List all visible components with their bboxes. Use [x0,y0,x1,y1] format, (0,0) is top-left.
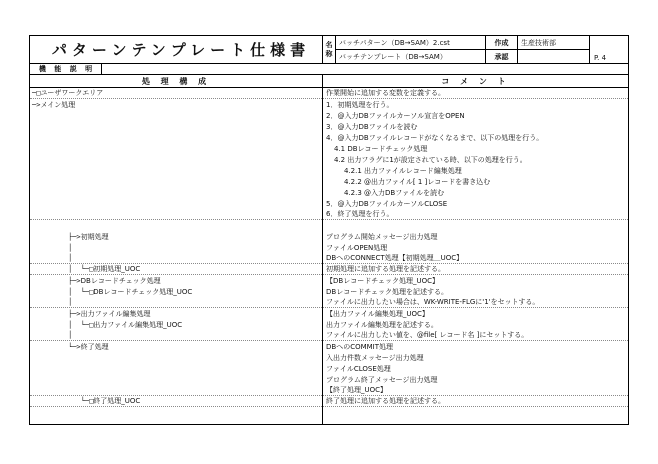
comment-text: 1．初期処理を行う。 [326,100,394,109]
header-meta [323,36,628,63]
comment-row [323,297,628,308]
comment-row [323,374,628,385]
function-description-label: 機 能 説 明 [30,64,102,74]
comment-text: 6．終了処理を行う。 [326,210,394,218]
structure-row [30,88,322,99]
tree-connector: │ [68,254,73,262]
structure-row [30,264,322,275]
comment-row [323,330,628,341]
comment-text: 4.1 DBレコードチェック処理 [334,144,428,153]
comment-row [323,220,628,231]
comment-text: 3．@入力DBファイルを読む [326,122,418,131]
tree-connector: ├─> [68,276,81,285]
column-header-comment: コ メ ン ト [441,76,510,86]
comment-text: 出力ファイル編集処理を記述する。 [326,320,438,329]
column-headers [30,75,628,88]
tree-connector: │ [68,298,73,306]
comment-text: ファイルに出力したい値を、@file[ レコード名 ]にセットする。 [326,331,529,339]
structure-row [30,187,322,198]
comment-text: 4．@入力DBファイルレコードがなくなるまで、以下の処理を行う。 [326,133,544,142]
comment-row [323,352,628,363]
comment-text: プログラム終了メッセージ出力処理 [326,375,438,384]
comment-row [323,187,628,198]
comment-text: 【DBレコードチェック処理_UOC】 [326,276,440,285]
comment-text: 【終了処理_UOC】 [326,386,388,394]
comment-row [323,264,628,275]
comment-row [323,385,628,396]
comment-text: ファイルCLOSE処理 [326,364,391,373]
comment-row [323,88,628,99]
structure-row [30,220,322,231]
tree-connector: │ └─□ [68,287,94,296]
column-header-structure: 処 理 構 成 [30,75,323,87]
tree-connector: ├─> [68,309,81,318]
structure-row [30,319,322,330]
comment-text: 4.2 出力フラグに1が設定されている時、以下の処理を行う。 [334,155,527,164]
comment-row [323,231,628,242]
name-label-bottom: 称 [325,49,333,58]
title-cell [30,36,323,63]
page-title: パターンテンプレート仕様書 [51,41,311,59]
comment-row [323,99,628,110]
comment-text: 作業開始に追加する変数を定義する。 [326,89,445,97]
structure-row [30,253,322,264]
comment-text: ファイルに出力したい場合は、WK-WRITE-FLGに'1'をセットする。 [326,298,540,306]
function-description-band [30,64,628,75]
comment-row [323,154,628,165]
structure-node-label: メイン処理 [40,100,76,109]
structure-node-label: 出力ファイル編集処理_UOC [93,320,183,329]
tree-connector: │ └─□ [68,265,94,273]
comment-text: 入出力件数メッセージ出力処理 [326,353,424,362]
structure-row [30,132,322,143]
structure-row [30,231,322,242]
template-name: バッチテンプレート（DB→SAM） [339,52,447,61]
process-structure-column [30,88,323,424]
structure-row [30,154,322,165]
structure-row [30,165,322,176]
name-values [336,36,486,63]
tree-connector: ─> [32,100,41,109]
pattern-name: バッチパターン（DB→SAM）2.cst [336,36,485,50]
structure-node-label: ユーザワークエリア [40,89,104,97]
structure-row [30,308,322,319]
comment-row [323,396,628,407]
comment-text: DBへのCONNECT処理【初期処理＿UOC】 [326,254,464,262]
structure-row [30,374,322,385]
tree-connector: ├─> [68,232,81,241]
structure-row [30,341,322,352]
comment-row [323,165,628,176]
comment-row [323,132,628,143]
structure-row [30,110,322,121]
approval-values [518,36,590,63]
structure-row [30,396,322,407]
structure-row [30,352,322,363]
structure-node-label: DBレコードチェック処理_UOC [93,287,193,296]
comment-text: 初期処理に追加する処理を記述する。 [326,265,445,273]
structure-node-label: 出力ファイル編集処理 [80,309,151,318]
comment-row [323,143,628,154]
document-frame [29,35,629,425]
comment-text: 4.2.3 @入力DBファイルを読む [344,188,445,197]
tree-connector: └─□ [68,397,94,405]
tree-connector: │ └─□ [68,320,94,329]
tree-connector: │ [68,331,73,339]
function-description-body [102,64,628,74]
document-body [30,88,628,424]
name-label-top: 名 [325,41,333,50]
comment-text: 4.2.2 @出力ファイル[ 1 ]レコードを書き込む [344,177,491,186]
comment-row [323,198,628,209]
structure-row [30,297,322,308]
structure-row [30,143,322,154]
tree-connector: └─> [68,342,81,351]
structure-row [30,385,322,396]
structure-row [30,198,322,209]
approved-value [518,50,589,63]
created-value: 生産技術部 [518,36,589,50]
page-number: P. 4 [594,54,607,62]
comment-row [323,253,628,264]
approval-labels [486,36,518,63]
comment-row [323,121,628,132]
comment-text: DBレコードチェック処理を記述する。 [326,287,448,296]
approved-label: 承認 [494,52,509,61]
tree-connector: │ [68,243,73,252]
name-vertical-label [323,36,336,63]
comment-row [323,110,628,121]
created-label: 作成 [486,36,517,50]
comment-text: 【出力ファイル編集処理_UOC】 [326,309,429,318]
tree-connector: ─□ [32,89,41,97]
comment-text: 終了処理に追加する処理を記述する。 [326,397,445,405]
comment-row [323,319,628,330]
document-header [30,36,628,64]
comment-row [323,363,628,374]
comment-row [323,308,628,319]
comment-row [323,242,628,253]
structure-row [30,275,322,286]
structure-node-label: 初期処理_UOC [93,265,141,273]
structure-row [30,176,322,187]
comment-text: プログラム開始メッセージ出力処理 [326,232,438,241]
comment-column [323,88,628,424]
comment-row [323,209,628,220]
comment-text: DBへのCOMMIT処理 [326,342,394,351]
structure-row [30,330,322,341]
structure-node-label: 初期処理 [80,232,109,241]
structure-row [30,363,322,374]
structure-row [30,242,322,253]
comment-row [323,286,628,297]
structure-row [30,121,322,132]
comment-row [323,275,628,286]
comment-text: 4.2.1 出力ファイルレコード編集処理 [344,166,462,175]
comment-text: ファイルOPEN処理 [326,243,388,252]
comment-text: 2．@入力DBファイルカーソル宣言をOPEN [326,111,465,120]
structure-node-label: DBレコードチェック処理 [80,276,161,285]
comment-row [323,341,628,352]
structure-row [30,286,322,297]
structure-node-label: 終了処理 [80,342,109,351]
structure-row [30,99,322,110]
structure-row [30,209,322,220]
comment-text: 5．@入力DBファイルカーソルCLOSE [326,199,448,208]
comment-row [323,176,628,187]
structure-node-label: 終了処理_UOC [93,397,141,405]
